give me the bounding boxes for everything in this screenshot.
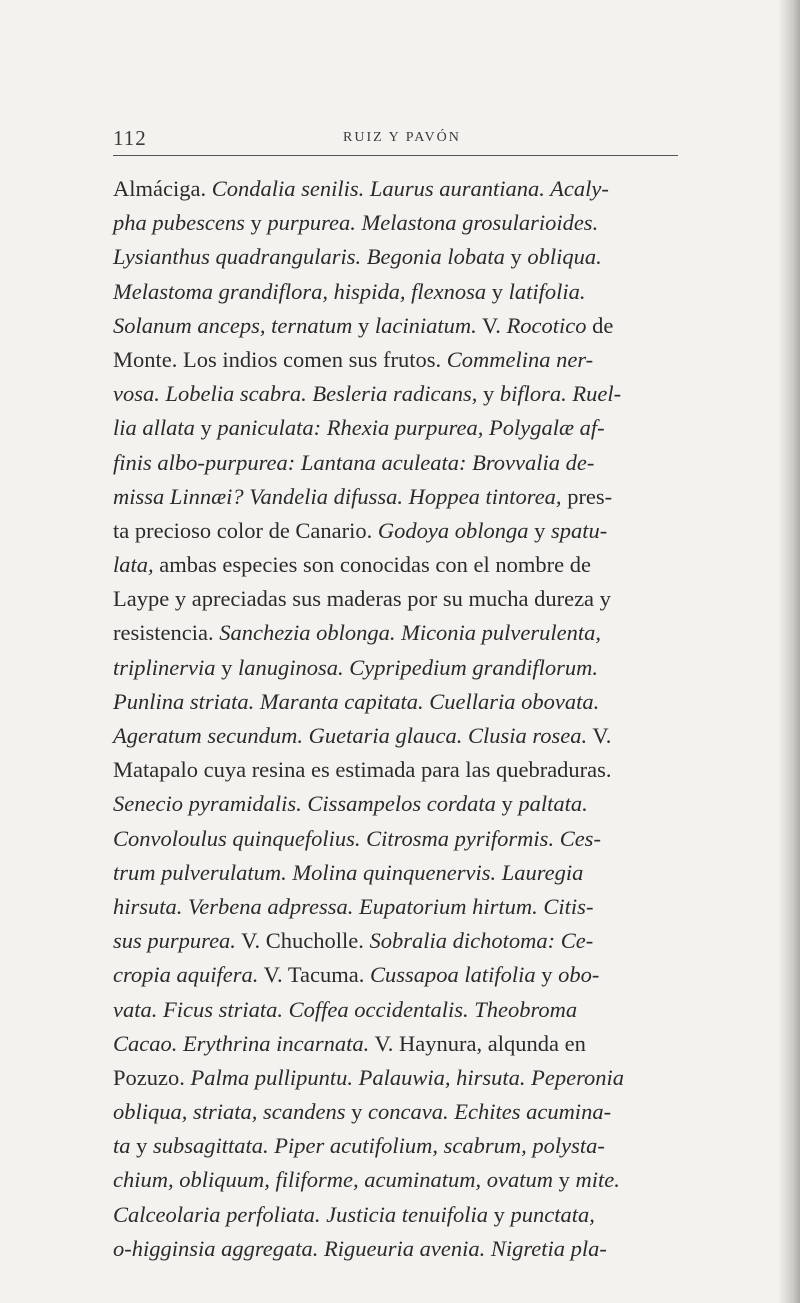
text-line xyxy=(113,309,693,343)
italic-segment: latifolia. xyxy=(508,278,586,304)
text-line xyxy=(113,446,693,480)
roman-segment: V. Tacuma. xyxy=(258,962,370,988)
roman-segment: y xyxy=(495,791,519,817)
italic-segment: spatu- xyxy=(551,517,608,543)
roman-segment: V. Chucholle. xyxy=(235,928,370,954)
text-line xyxy=(113,377,693,411)
text-line xyxy=(113,172,693,206)
roman-segment: y xyxy=(486,278,509,304)
italic-segment: Cacao. Erythrina incarnata. xyxy=(113,1030,370,1056)
roman-segment: y xyxy=(477,381,500,407)
running-head: RUIZ Y PAVÓN xyxy=(343,130,461,145)
text-line xyxy=(113,958,693,992)
header-rule xyxy=(113,155,678,156)
italic-segment: paltata. xyxy=(518,791,588,817)
roman-segment: Monte. Los indios comen sus frutos. xyxy=(113,346,447,372)
roman-segment: y xyxy=(352,312,375,338)
text-line xyxy=(113,548,693,582)
italic-segment: trum pulverulatum. Molina quinquenervis. Lauregia xyxy=(113,859,584,885)
body-text xyxy=(113,172,693,1266)
italic-segment: punctata, xyxy=(510,1201,595,1227)
italic-segment: triplinervia xyxy=(113,654,216,680)
italic-segment: Ageratum secundum. Guetaria glauca. Clusia rosea. xyxy=(113,723,588,748)
text-line xyxy=(113,343,693,377)
italic-segment: lanuginosa. Cypripedium grandiflorum. xyxy=(238,654,599,680)
italic-segment: Cussapoa latifolia xyxy=(369,962,536,988)
italic-segment: finis albo-purpurea: Lantana aculeata: Brovvalia de- xyxy=(113,449,595,475)
text-line xyxy=(113,616,693,650)
text-line xyxy=(113,582,693,616)
italic-segment: Convoloulus quinquefolius. Citrosma pyriformis. Ces- xyxy=(113,825,601,851)
roman-segment: Laype y apreciadas sus maderas por su mucha dureza y xyxy=(113,586,611,612)
italic-segment: concava. Echites acumina- xyxy=(368,1099,612,1125)
roman-segment: V. xyxy=(476,312,507,338)
text-line xyxy=(113,822,693,856)
roman-segment: y xyxy=(487,1201,511,1227)
roman-segment: pres- xyxy=(561,483,613,509)
italic-segment: Commelina ner- xyxy=(446,346,594,372)
roman-segment: resistencia. xyxy=(113,620,220,646)
italic-segment: obliqua. xyxy=(527,244,602,270)
italic-segment: ta xyxy=(113,1133,131,1159)
roman-segment: y xyxy=(528,517,552,543)
italic-segment: Sobralia dichotoma: Ce- xyxy=(369,928,594,954)
italic-segment: lia allata xyxy=(113,415,195,441)
text-line xyxy=(113,1061,693,1095)
italic-segment: chium, obliquum, filiforme, acuminatum, ovatum xyxy=(113,1167,553,1193)
page-header xyxy=(113,126,683,154)
italic-segment: Godoya oblonga xyxy=(377,517,529,543)
italic-segment: Punlina striata. Maranta capitata. Cuellaria obovata. xyxy=(113,688,600,714)
italic-segment: Senecio pyramidalis. Cissampelos cordata xyxy=(113,791,496,817)
italic-segment: lata, xyxy=(113,552,154,578)
roman-segment: ta precioso color de Canario. xyxy=(113,517,378,543)
italic-segment: Melastoma grandiflora, hispida, flexnosa xyxy=(113,278,487,304)
roman-segment: V. xyxy=(587,723,612,748)
roman-segment: y xyxy=(130,1133,154,1159)
italic-segment: biflora. Ruel- xyxy=(499,381,622,407)
italic-segment: Lysianthus quadrangularis. Begonia lobata xyxy=(113,244,505,270)
text-line xyxy=(113,651,693,685)
roman-segment: Matapalo cuya resina es estimada para las quebraduras. xyxy=(113,757,612,783)
italic-segment: paniculata: Rhexia purpurea, Polygalæ af- xyxy=(217,415,605,441)
text-line xyxy=(113,275,693,309)
text-line xyxy=(113,514,693,548)
italic-segment: Rocotico xyxy=(506,312,587,338)
roman-segment: y xyxy=(504,244,528,270)
text-line xyxy=(113,411,693,445)
text-line xyxy=(113,719,693,753)
page-number: 112 xyxy=(113,126,147,150)
italic-segment: obo- xyxy=(558,962,600,988)
italic-segment: subsagittata. Piper acutifolium, scabrum, polysta- xyxy=(153,1133,605,1159)
italic-segment: Calceolaria perfoliata. Justicia tenuifolia xyxy=(113,1201,488,1227)
italic-segment: Solanum anceps, ternatum xyxy=(113,312,353,338)
roman-segment: y xyxy=(535,962,559,988)
text-line xyxy=(113,924,693,958)
roman-segment: V. Haynura, alqunda en xyxy=(369,1030,586,1056)
roman-segment: y xyxy=(345,1099,369,1125)
italic-segment: hirsuta. Verbena adpressa. Eupatorium hirtum. Citis- xyxy=(113,893,594,919)
italic-segment: laciniatum. xyxy=(374,312,477,338)
roman-segment: y xyxy=(215,654,238,680)
text-line xyxy=(113,1129,693,1163)
text-line xyxy=(113,993,693,1027)
italic-segment: vata. Ficus striata. Coffea occidentalis. Theobroma xyxy=(113,996,578,1022)
text-line xyxy=(113,685,693,719)
roman-segment: Pozuzo. xyxy=(113,1064,191,1090)
italic-segment: Condalia senilis. Laurus aurantiana. Acaly- xyxy=(211,176,609,201)
italic-segment: Sanchezia oblonga. Miconia pulverulenta, xyxy=(219,620,602,646)
text-line xyxy=(113,480,693,514)
text-line xyxy=(113,240,693,274)
italic-segment: mite. xyxy=(575,1167,620,1193)
italic-segment: missa Linnæi? Vandelia difussa. Hoppea tintorea, xyxy=(113,483,562,509)
italic-segment: cropia aquifera. xyxy=(113,962,259,988)
text-line xyxy=(113,1198,693,1232)
text-line xyxy=(113,1232,693,1266)
italic-segment: purpurea. Melastona grosularioides. xyxy=(267,210,599,236)
text-line xyxy=(113,856,693,890)
roman-segment: de xyxy=(586,312,614,338)
text-line xyxy=(113,206,693,240)
roman-segment: y xyxy=(244,210,268,236)
text-line xyxy=(113,753,693,787)
text-line xyxy=(113,1027,693,1061)
roman-segment: ambas especies son conocidas con el nombre de xyxy=(153,552,591,578)
italic-segment: pha pubescens xyxy=(113,210,245,236)
text-line xyxy=(113,1095,693,1129)
italic-segment: obliqua, striata, scandens xyxy=(113,1099,346,1125)
roman-segment: y xyxy=(552,1167,576,1193)
roman-segment: y xyxy=(194,415,218,441)
italic-segment: sus purpurea. xyxy=(113,928,236,954)
text-line xyxy=(113,890,693,924)
page-edge-shadow xyxy=(778,0,800,1303)
roman-segment: Almáciga. xyxy=(113,176,212,201)
text-line xyxy=(113,1163,693,1197)
text-line xyxy=(113,787,693,821)
italic-segment: Palma pullipuntu. Palauwia, hirsuta. Peperonia xyxy=(190,1064,625,1090)
italic-segment: vosa. Lobelia scabra. Besleria radicans, xyxy=(113,381,478,407)
italic-segment: o-higginsia aggregata. Rigueuria avenia. Nigretia pla- xyxy=(113,1235,607,1261)
